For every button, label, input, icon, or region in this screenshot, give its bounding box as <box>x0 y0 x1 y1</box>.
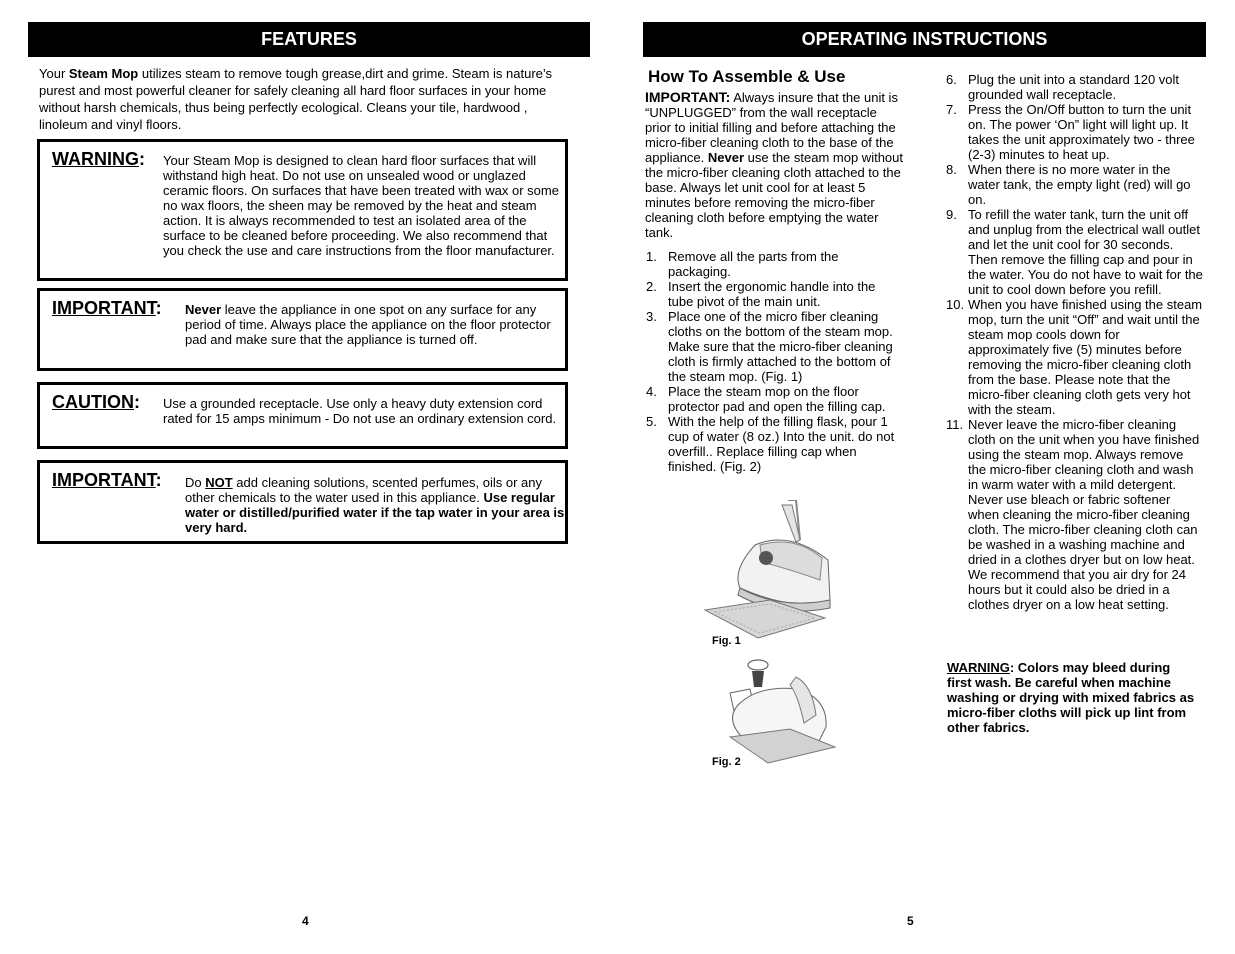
fig1-steam-mop-illustration <box>700 500 840 650</box>
step-number: 1. <box>646 249 657 264</box>
page-number-right: 5 <box>907 914 914 928</box>
step-text: Never leave the micro-fiber cleaning cloth on the unit when you have finished using the steam mop. Always remove the micro-fiber cleaning cloth and wash in warm water with a mild detergent. Never use bleach or fabric softener when cleaning the micro-fiber cleaning cloth. The micro-fiber cleaning cloth can be washed in a washing machine and dried in a clothes dryer but on low heat. We recommend that you air dry for 24 hours but it could also be dried in a clothes dryer on a low heat setting. <box>968 417 1200 612</box>
warning-label: WARNING: <box>52 149 145 169</box>
warning-text: Your Steam Mop is designed to clean hard floor surfaces that will withstand high heat. Do not use on unsealed wood or unglazed ceramic floors. On surfaces that have been treated with wax or some no wax floors, the sheen may be removed by the heat and steam action. It is always recommended to test an isolated area of the surface to be cleaned before proceeding. We also recommend that you check the use and care instructions from the floor manufacturer. <box>163 153 559 258</box>
features-header: FEATURES <box>28 22 590 57</box>
step-item <box>646 249 904 279</box>
step-text: When there is no more water in the water tank, the empty light (red) will go on. <box>968 162 1191 207</box>
step-item <box>646 309 904 384</box>
important-text-2: Do NOT add cleaning solutions, scented perfumes, oils or any other chemicals to the water used in this appliance. Use regular water or distilled/purified water if the tap water in your area is very hard. <box>185 475 565 535</box>
step-text: Plug the unit into a standard 120 volt grounded wall receptacle. <box>968 72 1180 102</box>
steps-list-left <box>646 249 904 474</box>
step-number: 4. <box>646 384 657 399</box>
important-paragraph: IMPORTANT: Always insure that the unit is “UNPLUGGED” from the wall receptacle prior to initial filling and before attaching the micro-fiber cleaning cloth to the base of the appliance. Never use the steam mop without the micro-fiber cleaning cloth attached to the base. Always let unit cool for at least 5 minutes before removing the micro-fiber cleaning cloth before emptying the water tank. <box>645 89 904 240</box>
step-number: 5. <box>646 414 657 429</box>
step-item <box>646 279 904 309</box>
step-item <box>946 297 1204 417</box>
steps-list-right <box>946 72 1204 612</box>
step-number: 9. <box>946 207 957 222</box>
important-box-2 <box>37 460 568 544</box>
step-number: 10. <box>946 297 965 312</box>
important-label-2: IMPORTANT: <box>52 470 162 490</box>
step-text: Insert the ergonomic handle into the tube pivot of the main unit. <box>668 279 876 309</box>
step-text: With the help of the filling flask, pour 1 cup of water (8 oz.) Into the unit. do not overfill.. Replace filling cap when finished. (Fig. 2) <box>668 414 895 474</box>
important-box-1 <box>37 288 568 371</box>
warning-colors: WARNING: Colors may bleed during first wash. Be careful when machine washing or drying with mixed fabrics as micro-fiber cloths will pick up lint from other fabrics. <box>947 660 1195 735</box>
step-number: 7. <box>946 102 957 117</box>
step-text: To refill the water tank, turn the unit off and unplug from the electrical wall outlet and let the unit cool for 30 seconds. Then remove the filling cap and pour in the water. You do not have to wait for the unit to cool down before you refill. <box>968 207 1203 297</box>
operating-instructions-header: OPERATING INSTRUCTIONS <box>643 22 1206 57</box>
features-intro: Your Steam Mop utilizes steam to remove tough grease,dirt and grime. Steam is nature’s purest and most powerful cleaner for safely cleaning all hard floor surfaces in your home without harsh chemicals, thus being perfectly ecological. Cleans your tile, hardwood , linoleum and vinyl floors. <box>39 66 553 132</box>
fig1-label: Fig. 1 <box>712 635 741 647</box>
step-item <box>946 102 1204 162</box>
step-item <box>946 72 1204 102</box>
step-item <box>946 207 1204 297</box>
caution-label: CAUTION: <box>52 392 140 412</box>
step-item <box>946 162 1204 207</box>
step-item <box>946 417 1204 612</box>
caution-box <box>37 382 568 449</box>
step-number: 3. <box>646 309 657 324</box>
step-item <box>646 384 904 414</box>
step-number: 2. <box>646 279 657 294</box>
caution-text: Use a grounded receptacle. Use only a heavy duty extension cord rated for 15 amps minimum - Do not use an ordinary extension cord. <box>163 396 557 426</box>
step-number: 6. <box>946 72 957 87</box>
section-title: How To Assemble & Use <box>648 67 846 86</box>
step-text: Place the steam mop on the floor protector pad and open the filling cap. <box>668 384 886 414</box>
step-number: 8. <box>946 162 957 177</box>
fig2-filling-illustration <box>700 655 840 765</box>
fig2-label: Fig. 2 <box>712 756 741 768</box>
step-number: 11. <box>946 417 964 432</box>
step-item <box>646 414 904 474</box>
step-text: Remove all the parts from the packaging. <box>668 249 839 279</box>
important-text-1: Never leave the appliance in one spot on any surface for any period of time. Always place the appliance on the floor protector pad and make sure that the appliance is turned off. <box>185 302 551 347</box>
step-text: Press the On/Off button to turn the unit on. The power ‘On” light will light up. It takes the unit approximately two - three (2-3) minutes to heat up. <box>968 102 1195 162</box>
step-text: Place one of the micro fiber cleaning cloths on the bottom of the steam mop. Make sure that the micro-fiber cleaning cloth is firmly attached to the bottom of the steam mop. (Fig. 1) <box>668 309 893 384</box>
important-label-1: IMPORTANT: <box>52 298 162 318</box>
page-number-left: 4 <box>302 914 309 928</box>
step-text: When you have finished using the steam mop, turn the unit “Off” and wait until the steam mop cools down for approximately five (5) minutes before removing the micro-fiber cleaning cloth from the base. Please note that the micro-fiber cleaning cloth gets very hot with the steam. <box>968 297 1203 417</box>
warning-box <box>37 139 568 281</box>
